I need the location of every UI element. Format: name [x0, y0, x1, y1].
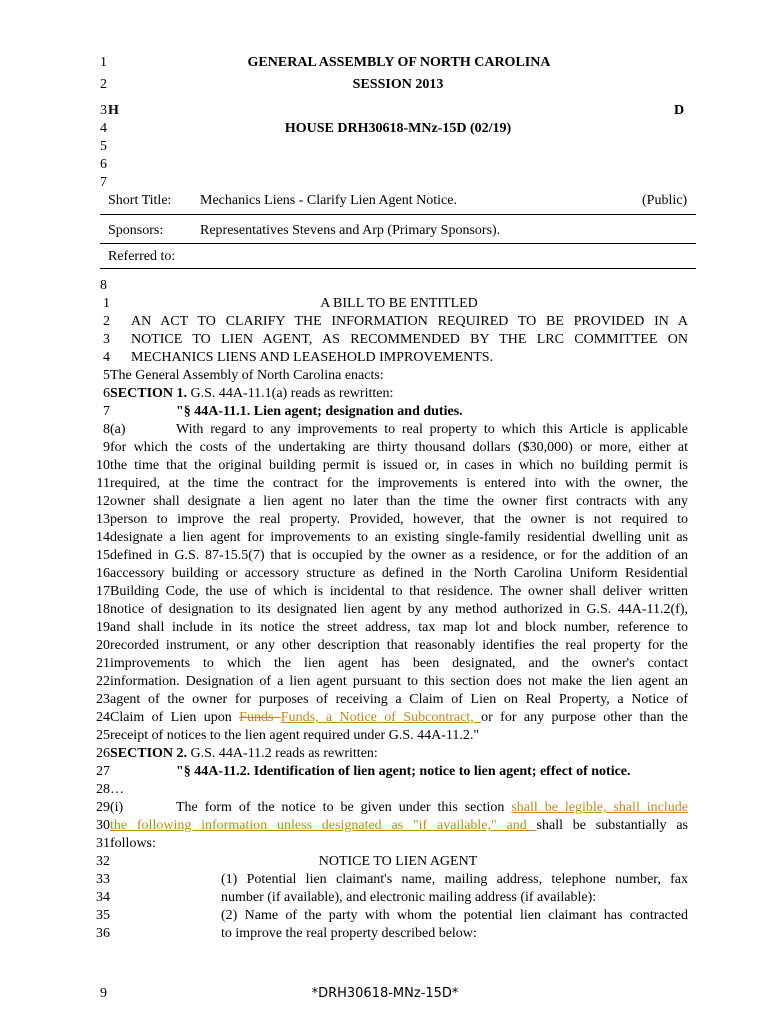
line-number: 35: [96, 908, 110, 923]
text-run: or for any purpose other than the: [481, 710, 688, 725]
line-number: 36: [96, 926, 110, 941]
line-number: 11: [96, 476, 110, 491]
body-line: improvements to which the lien agent has been designated, and the owner's contact: [110, 656, 688, 671]
line-number: 6: [103, 386, 110, 401]
line-number: 1: [103, 296, 110, 311]
sponsors-label: Sponsors:: [108, 223, 164, 238]
notice-item: to improve the real property described below:: [221, 926, 477, 941]
line-number: 28: [96, 782, 110, 797]
body-line: and shall include in its notice the street address, tax map lot and block number, reference to: [110, 620, 688, 635]
body-line: required, at the time the contract for the improvements is entered into with the owner, the: [110, 476, 688, 491]
body-line: agent of the owner for purposes of receiving a Claim of Lien on Real Property, a Notice of: [110, 692, 688, 707]
notice-item: (2) Name of the party with whom the potential lien claimant has contracted: [221, 908, 688, 923]
body-line-amended: [176, 799, 688, 817]
line-number: 20: [96, 638, 110, 653]
body-line: notice of designation to its designated lien agent by any method authorized in G.S. 44A-11.2(f),: [110, 602, 688, 617]
section-2-text: G.S. 44A-11.2 reads as rewritten:: [187, 746, 378, 761]
act-line: NOTICE TO LIEN AGENT, AS RECOMMENDED BY THE LRC COMMITTEE ON: [131, 332, 688, 347]
act-line: MECHANICS LIENS AND LEASEHOLD IMPROVEMENTS.: [131, 350, 494, 365]
section-1-label: SECTION 1.: [110, 386, 188, 401]
body-line: Building Code, the use of which is incidental to that residence. The owner shall deliver written: [110, 584, 688, 599]
short-title-label: Short Title:: [108, 193, 172, 208]
line-number: 29: [96, 800, 110, 815]
table-divider: [100, 268, 696, 269]
section-2-line: [110, 745, 688, 763]
inserted-text: shall be legible, shall include: [511, 800, 688, 815]
body-line: owner shall designate a lien agent no later than the time the owner first contracts with any: [110, 494, 688, 509]
line-number: 14: [96, 530, 110, 545]
bill-title: A BILL TO BE ENTITLED: [320, 296, 478, 311]
referred-label: Referred to:: [108, 249, 176, 264]
line-number: 1: [100, 55, 107, 70]
line-number: 9: [103, 440, 110, 455]
table-divider: [100, 243, 696, 244]
line-number: 2: [103, 314, 110, 329]
draft-heading: HOUSE DRH30618-MNz-15D (02/19): [284, 121, 512, 136]
deleted-text: Funds: [239, 710, 281, 725]
body-line: With regard to any improvements to real property to which this Article is applicable: [176, 422, 688, 437]
short-title: Mechanics Liens - Clarify Lien Agent Notice.: [200, 193, 457, 208]
public-tag: (Public): [642, 193, 688, 208]
line-number: 8: [103, 422, 110, 437]
section-1-line: [110, 385, 688, 403]
body-line: receipt of notices to the lien agent required under G.S. 44A-11.2.": [110, 728, 480, 743]
session-heading: SESSION 2013: [352, 77, 444, 92]
body-line: recorded instrument, or any other description that reasonably identifies the real property for the: [110, 638, 688, 653]
section-2-label: SECTION 2.: [110, 746, 188, 761]
text-run: The form of the notice to be given under this section: [176, 800, 512, 815]
act-line: AN ACT TO CLARIFY THE INFORMATION REQUIRED TO BE PROVIDED IN A: [131, 314, 688, 329]
section-2-heading: "§ 44A-11.2. Identification of lien agent; notice to lien agent; effect of notice.: [176, 764, 631, 779]
line-number: 27: [96, 764, 110, 779]
inserted-text: Funds, a Notice of Subcontract,: [280, 710, 482, 725]
body-line: information. Designation of a lien agent pursuant to this section does not make the lien agent an: [110, 674, 688, 689]
line-number: 10: [96, 458, 110, 473]
assembly-heading: GENERAL ASSEMBLY OF NORTH CAROLINA: [247, 55, 551, 70]
line-number: 12: [96, 494, 110, 509]
notice-item: (1) Potential lien claimant's name, mailing address, telephone number, fax: [221, 872, 688, 887]
body-line: person to improve the real property. Provided, however, that the owner is not required to: [110, 512, 688, 527]
line-number: 3: [103, 332, 110, 347]
house-letter: H: [108, 103, 119, 118]
line-number: 25: [96, 728, 110, 743]
line-number: 5: [103, 368, 110, 383]
notice-item: number (if available), and electronic mailing address (if available):: [221, 890, 597, 905]
line-number: 8: [100, 278, 107, 293]
line-number: 30: [96, 818, 110, 833]
line-number: 7: [100, 175, 107, 190]
subsection-label: (i): [110, 800, 124, 815]
line-number: 18: [96, 602, 110, 617]
body-line: for which the costs of the undertaking are thirty thousand dollars ($30,000) or more, either at: [110, 440, 688, 455]
line-number: 34: [96, 890, 110, 905]
line-number: 21: [96, 656, 110, 671]
line-number: 22: [96, 674, 110, 689]
section-1-heading: "§ 44A-11.1. Lien agent; designation and duties.: [176, 404, 463, 419]
page-number: 9: [100, 986, 107, 1001]
line-number: 26: [96, 746, 110, 761]
body-line: designate a lien agent for improvements to an existing single-family residential dwelling unit as: [110, 530, 688, 545]
body-line: accessory building or accessory structure as defined in the North Carolina Uniform Residential: [110, 566, 688, 581]
body-line: defined in G.S. 87-15.5(7) that is occupied by the owner as a residence, or for the addition of an: [110, 548, 688, 563]
line-number: 23: [96, 692, 110, 707]
line-number: 16: [96, 566, 110, 581]
line-number: 13: [96, 512, 110, 527]
line-number: 19: [96, 620, 110, 635]
line-number: 31: [96, 836, 110, 851]
body-line: follows:: [110, 836, 156, 851]
subsection-label: (a): [110, 422, 126, 437]
line-number: 3: [100, 103, 107, 118]
text-run: Claim of Lien upon: [110, 710, 240, 725]
line-number: 5: [100, 139, 107, 154]
line-number: 24: [96, 710, 110, 725]
body-line-amended: [110, 709, 688, 727]
line-number: 6: [100, 157, 107, 172]
text-run: shall be substantially as: [536, 818, 688, 833]
body-line: the time that the original building permit is issued or, in cases in which no building permit is: [110, 458, 688, 473]
line-number: 4: [100, 121, 107, 136]
table-divider: [100, 214, 696, 215]
enacting-clause: The General Assembly of North Carolina enacts:: [110, 368, 384, 383]
document-barcode-id: *DRH30618-MNz-15D*: [311, 986, 459, 1001]
ellipsis: …: [110, 782, 124, 797]
draft-letter: D: [674, 103, 685, 118]
line-number: 7: [103, 404, 110, 419]
line-number: 17: [96, 584, 110, 599]
line-number: 2: [100, 77, 107, 92]
body-line-amended: [110, 817, 688, 835]
line-number: 15: [96, 548, 110, 563]
line-number: 33: [96, 872, 110, 887]
line-number: 4: [103, 350, 110, 365]
section-1-text: G.S. 44A-11.1(a) reads as rewritten:: [187, 386, 394, 401]
line-number: 32: [96, 854, 110, 869]
inserted-text: the following information unless designated as "if available," and: [110, 818, 537, 833]
sponsors: Representatives Stevens and Arp (Primary Sponsors).: [200, 223, 501, 238]
notice-title: NOTICE TO LIEN AGENT: [318, 854, 478, 869]
